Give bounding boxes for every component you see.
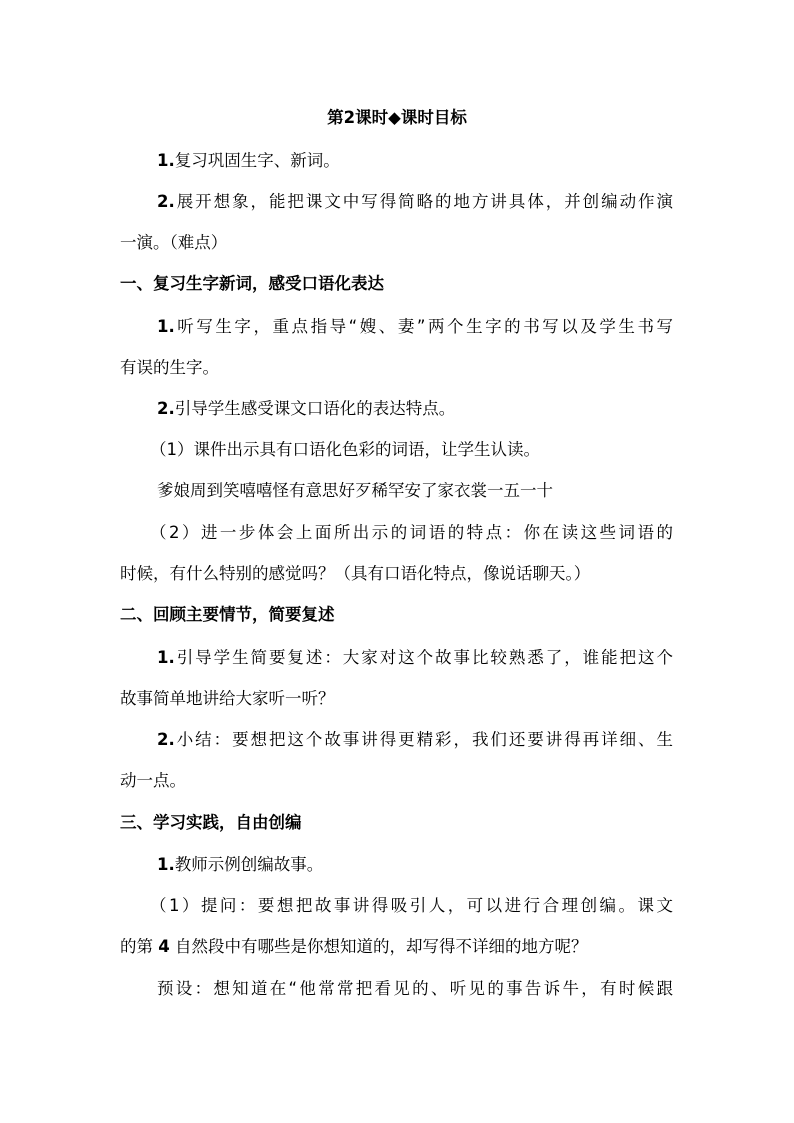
section-1-item-1-text: 听写生字，重点指导“嫂、妻”两个生字的书写以及学生书写: [174, 317, 673, 336]
page-title: 第2课时◆课时目标: [327, 108, 467, 127]
section-3-sub-1-cont-a: 的第: [120, 937, 153, 956]
goal-1-text: 复习巩固生字、新词。: [174, 151, 340, 170]
section-3-sub-1-continuation: [120, 935, 794, 959]
preset-paragraph: 预设：想知道在“他常常把看见的、听见的事告诉牛，有时候跟: [157, 979, 673, 998]
section-2-item-1: [157, 646, 673, 670]
section-3-sub-1-cont-num: 4: [158, 937, 170, 956]
section-2-heading: 二、回顾主要情节，简要复述: [120, 605, 335, 624]
section-3-heading: 三、学习实践，自由创编: [120, 813, 302, 832]
goal-2-number: 2.: [157, 192, 175, 211]
section-2-item-1-continuation: 故事简单地讲给大家听一听？: [120, 689, 335, 708]
section-1-sub-2-continuation: 时候，有什么特别的感觉吗？（具有口语化特点，像说话聊天。）: [120, 564, 591, 583]
section-2-item-2-number: 2.: [157, 730, 175, 749]
goal-1: [157, 149, 794, 173]
goal-2-text: 展开想象，能把课文中写得简略的地方讲具体，并创编动作演: [174, 192, 673, 211]
section-1-sub-2: （2）进一步体会上面所出示的词语的特点：你在读这些词语的: [150, 523, 673, 542]
goal-1-number: 1.: [157, 151, 175, 170]
section-1-sub-1: （1）课件出示具有口语化色彩的词语，让学生认读。: [150, 440, 540, 459]
section-3-item-1-text: 教师示例创编故事。: [174, 855, 324, 874]
section-1-item-2-text: 引导学生感受课文口语化的表达特点。: [174, 399, 456, 418]
section-1-item-2-number: 2.: [157, 399, 175, 418]
section-1-item-2: [157, 397, 794, 421]
word-list: 爹娘周到笑嘻嘻怪有意思好歹稀罕安了家衣裳一五一十: [157, 481, 553, 500]
section-2-item-1-text: 引导学生简要复述：大家对这个故事比较熟悉了，谁能把这个: [174, 648, 673, 667]
goal-2: [157, 190, 673, 214]
section-2-item-2-text: 小结：要想把这个故事讲得更精彩，我们还要讲得再详细、生: [174, 730, 673, 749]
section-1-item-1: [157, 315, 673, 339]
section-3-item-1: [157, 853, 794, 877]
section-3-item-1-number: 1.: [157, 855, 175, 874]
section-2-item-2: [157, 728, 673, 752]
section-3-sub-1-cont-b: 自然段中有哪些是你想知道的，却写得不详细的地方呢？: [174, 937, 588, 956]
section-1-heading: 一、复习生字新词，感受口语化表达: [120, 274, 384, 293]
section-1-item-1-number: 1.: [157, 317, 175, 336]
section-1-item-1-continuation: 有误的生字。: [120, 358, 219, 377]
goal-2-continuation: 一演。（难点）: [120, 233, 228, 252]
section-3-sub-1: （1）提问：要想把故事讲得吸引人，可以进行合理创编。课文: [150, 896, 673, 915]
section-2-item-2-continuation: 动一点。: [120, 771, 186, 790]
section-2-item-1-number: 1.: [157, 648, 175, 667]
